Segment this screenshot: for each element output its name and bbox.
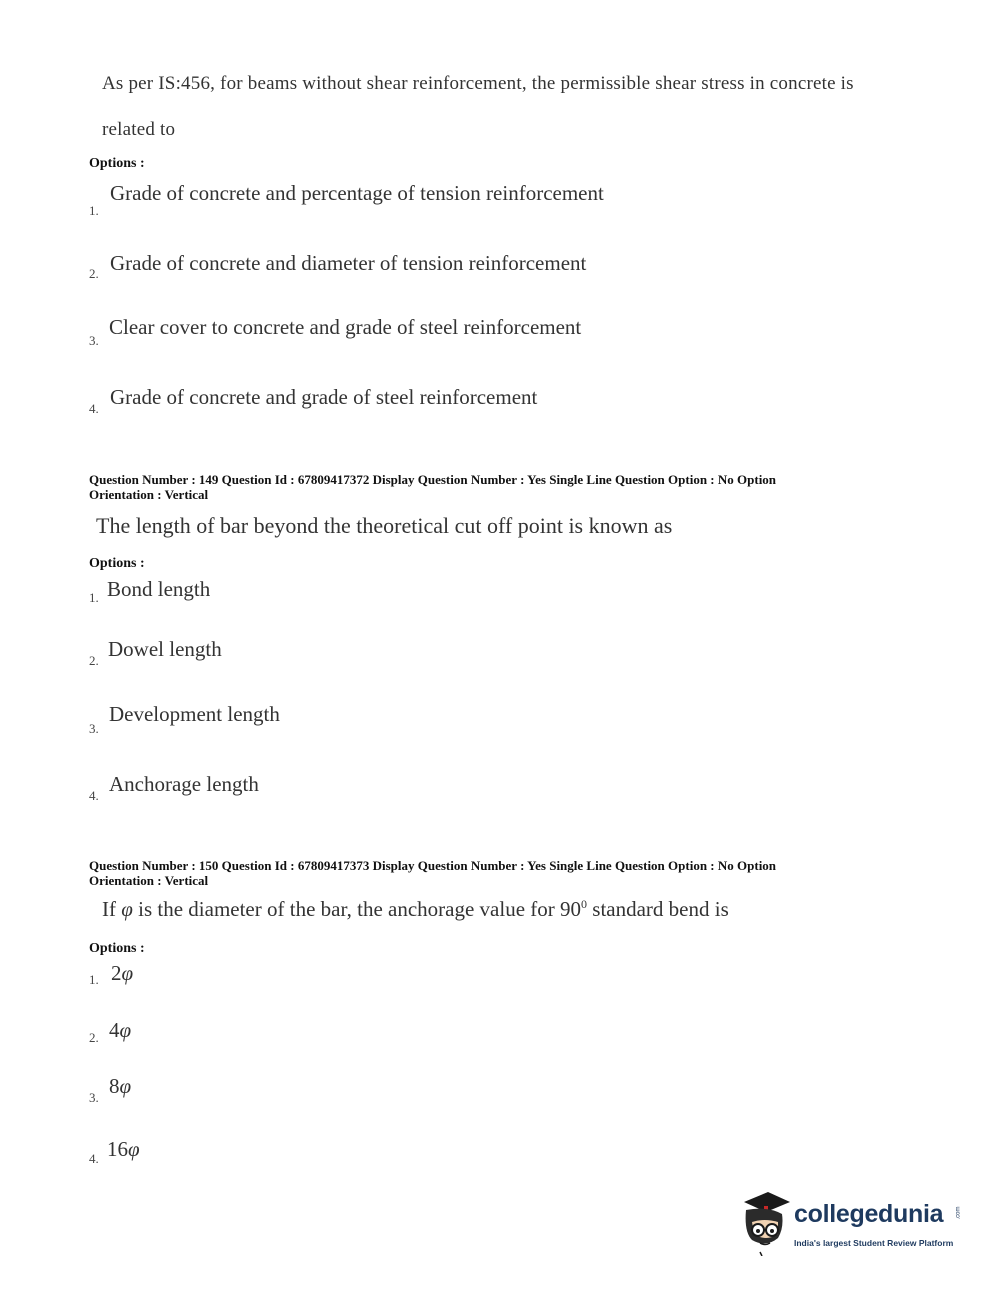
q149-meta — [89, 472, 776, 502]
q148-option-3-text: Clear cover to concrete and grade of steel reinforcement — [109, 315, 582, 339]
q150-option-4-coef: 16 — [107, 1137, 128, 1161]
q150-option-3-text — [109, 1074, 131, 1099]
q148-stem-line2: related to — [102, 119, 176, 140]
q150-option-2-text — [109, 1018, 131, 1043]
q149-option-3-text: Development length — [109, 702, 280, 726]
q150-option-1-coef: 2 — [111, 961, 122, 985]
q149-option-3-num: 3. — [89, 721, 99, 736]
logo-wordmark: collegedunia — [794, 1200, 944, 1228]
q150-stem-sup: 0 — [581, 897, 588, 911]
q148-option-3-num: 3. — [89, 333, 99, 348]
q150-option-2-symbol: φ — [119, 1018, 132, 1042]
q150-meta-line1: Question Number : 150 Question Id : 67809417373 Display Question Number : Yes Single Line Question Option : No Option — [89, 858, 777, 873]
q148-option-2-text: Grade of concrete and diameter of tension reinforcement — [110, 251, 587, 275]
q150-meta — [89, 858, 776, 888]
q150-option-2-num: 2. — [89, 1030, 99, 1045]
q150-option-3-symbol: φ — [119, 1074, 132, 1098]
q149-option-4-text: Anchorage length — [109, 772, 259, 796]
q148-option-1-num: 1. — [89, 203, 99, 218]
q150-stem-symbol: φ — [121, 897, 133, 921]
q150-stem-after: standard bend is — [587, 897, 729, 921]
q149-option-2-num: 2. — [89, 653, 99, 668]
logo-tagline: India's largest Student Review Platform — [794, 1238, 954, 1248]
q150-option-1-symbol: φ — [121, 961, 134, 985]
mascot-icon — [738, 1188, 792, 1256]
q150-stem — [102, 897, 729, 922]
q149-meta-line1: Question Number : 149 Question Id : 67809417372 Display Question Number : Yes Single Line Question Option : No Option — [89, 472, 777, 487]
q150-options-label: Options : — [89, 941, 145, 956]
q150-meta-line2: Orientation : Vertical — [89, 873, 209, 888]
q149-option-2-text: Dowel length — [108, 637, 222, 661]
q149-option-1-text: Bond length — [107, 577, 211, 601]
q150-option-1-num: 1. — [89, 972, 99, 987]
q148-option-4-text: Grade of concrete and grade of steel reinforcement — [110, 385, 538, 409]
q150-stem-before: If — [102, 897, 116, 921]
q149-option-4-num: 4. — [89, 788, 99, 803]
q148-option-2-num: 2. — [89, 266, 99, 281]
q149-options-label: Options : — [89, 556, 145, 571]
q150-option-4-symbol: φ — [128, 1137, 140, 1161]
q149-option-1-num: 1. — [89, 590, 99, 605]
q150-stem-middle: is the diameter of the bar, the anchorage value for 90 — [138, 897, 582, 921]
q148-option-1-text: Grade of concrete and percentage of tension reinforcement — [110, 181, 604, 205]
q148-stem-line1: As per IS:456, for beams without shear reinforcement, the permissible shear stress in concrete is — [102, 73, 854, 94]
q150-option-3-num: 3. — [89, 1090, 99, 1105]
q150-option-3-coef: 8 — [109, 1074, 120, 1098]
q149-stem: The length of bar beyond the theoretical cut off point is known as — [96, 513, 673, 538]
q148-options-label: Options : — [89, 156, 145, 171]
collegedunia-logo — [738, 1188, 968, 1258]
q150-option-4-text — [107, 1137, 140, 1162]
logo-domain: .com — [955, 1206, 962, 1220]
q150-option-1-text — [111, 961, 133, 986]
q149-meta-line2: Orientation : Vertical — [89, 487, 209, 502]
q150-option-2-coef: 4 — [109, 1018, 120, 1042]
q150-option-4-num: 4. — [89, 1151, 99, 1166]
q148-option-4-num: 4. — [89, 401, 99, 416]
